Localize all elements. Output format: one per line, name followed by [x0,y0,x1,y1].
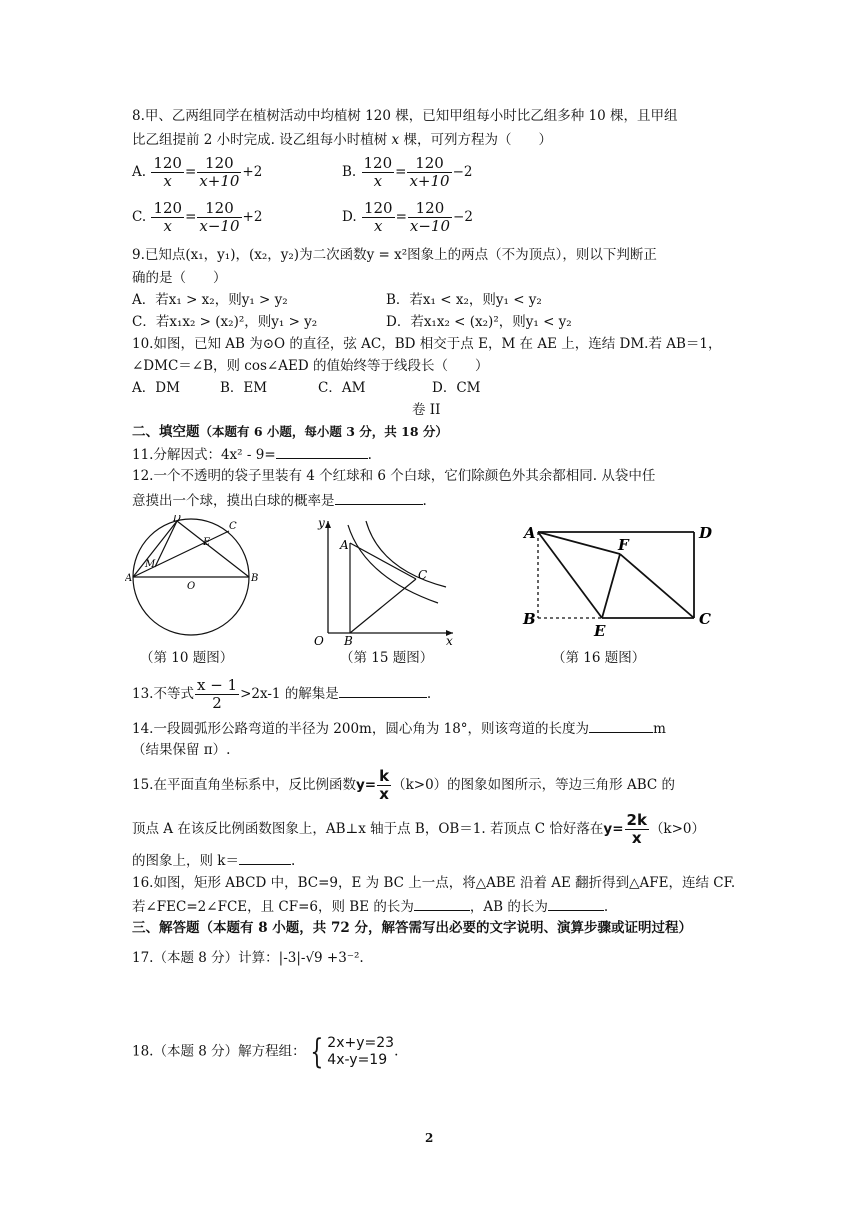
fig16-caption: （第 16 题图） [552,650,646,666]
fig16-label-b: B [523,610,536,628]
fig16-label-f: F [618,536,629,554]
q10-option-b: B．EM [220,380,268,396]
q10-option-d: D．CM [432,380,481,396]
figure-10 [125,515,265,650]
q14-line2: （结果保留 π）. [132,742,231,758]
fig10-caption: （第 10 题图） [140,650,234,666]
q18: 18.（本题 8 分）解方程组： { 2x+y=23 4x-y=19 . [132,1032,399,1072]
figure-16 [518,518,720,638]
q10-line2: ∠DMC＝∠B，则 cos∠AED 的值始终等于线段长（ ） [132,358,489,374]
fig15-label-c: C [418,568,428,582]
q9-option-a: A．若x₁ > x₂，则y₁ > y₂ [132,292,288,308]
fig15-label-b: B [344,634,353,645]
volume-title: 卷 II [412,402,441,418]
page-number: 2 [425,1131,434,1145]
q15-line1: 15.在平面直角坐标系中，反比例函数y= $\frac{k}{x}$ （k>0）的图象如图所示，等边三角形 ABC 的 [132,767,676,803]
q16-line2: 若∠FEC=2∠FCE，且 CF=6，则 BE 的长为 ，AB 的长为 . [132,896,608,917]
q15-line2: 顶点 A 在该反比例函数图象上，AB⊥x 轴于点 B，OB＝1. 若顶点 C 恰好落在y= $\frac{2k}{x}$ （k>0） [132,811,706,847]
fig16-label-a: A [524,524,536,542]
figure-15 [308,515,458,645]
q10-option-a: A．DM [132,380,180,396]
fig16-label-e: E [594,622,606,638]
q10-option-c: C．AM [318,380,366,396]
fig15-label-a: A [340,538,349,552]
q9-option-c: C．若x₁x₂ > (x₂)²，则y₁ > y₂ [132,314,318,330]
fig15-caption: （第 15 题图） [340,650,434,666]
q15-line3: 的图象上，则 k＝ . [132,850,295,871]
fig10-label-b: B [251,573,259,584]
q9-option-b: B．若x₁ < x₂，则y₁ < y₂ [386,292,542,308]
q17: 17.（本题 8 分）计算：|-3|-√9 +3⁻². [132,950,364,966]
fig15-label-o: O [314,634,324,645]
fig10-label-c: C [229,521,237,532]
q11: 11.分解因式：4x² - 9= . [132,444,372,465]
fig10-label-e: E [203,537,211,548]
q13: 13.不等式 $\frac{x - 1}{2}$ >2x-1 的解集是 . [132,676,432,712]
q16-line1: 16.如图，矩形 ABCD 中，BC=9，E 为 BC 上一点，将△ABE 沿着 AE 翻折得到△AFE，连结 CF. [132,875,736,891]
fig16-label-c: C [699,610,711,628]
fig15-label-y: y [318,516,325,530]
q9-line2: 确的是（ ） [132,270,227,286]
q14-line1: 14.一段圆弧形公路弯道的半径为 200m，圆心角为 18°，则该弯道的长度为 m [132,718,666,739]
fig16-label-d: D [699,524,713,542]
q12-line2: 意摸出一个球，摸出白球的概率是 . [132,490,427,511]
q8-line1: 8.甲、乙两组同学在植树活动中均植树 120 棵，已知甲组每小时比乙组多种 10 棵，且甲组 [132,108,678,124]
q10-line1: 10.如图，已知 AB 为⊙O 的直径，弦 AC，BD 相交于点 E，M 在 AE 上，连结 DM.若 AB＝1， [132,336,722,352]
q8-option-d: D. $\frac{120}{x}$ = $\frac{120}{x-10}$ −2 [342,199,473,235]
q9-line1: 9.已知点(x₁，y₁)，(x₂，y₂)为二次函数y = x²图象上的两点（不为顶点），则以下判断正 [132,247,657,263]
fig10-label-a: A [125,573,133,584]
q8-line2: 比乙组提前 2 小时完成. 设乙组每小时植树 x 棵，可列方程为（ ） [132,132,552,148]
q8-option-a: A. $\frac{120}{x}$ = $\frac{120}{x+10}$ +2 [132,154,263,190]
q12-line1: 12.一个不透明的袋子里装有 4 个红球和 6 个白球，它们除颜色外其余都相同. 从袋中任 [132,468,656,484]
q8-option-b: B. $\frac{120}{x}$ = $\frac{120}{x+10}$ −2 [342,154,473,190]
q8-option-c: C. $\frac{120}{x}$ = $\frac{120}{x-10}$ +2 [132,199,263,235]
fig10-label-m: M [145,559,156,570]
section2-heading: 二、填空题（本题有 6 小题，每小题 3 分，共 18 分） [132,424,448,440]
fig15-label-x: x [446,634,453,645]
fig10-label-o: O [187,581,196,592]
fig10-label-d: D [173,515,182,524]
q9-option-d: D．若x₁x₂ < (x₂)²，则y₁ < y₂ [386,314,572,330]
section3-heading: 三、解答题（本题有 8 小题，共 72 分，解答需写出必要的文字说明、演算步骤或证明过程） [132,920,692,936]
